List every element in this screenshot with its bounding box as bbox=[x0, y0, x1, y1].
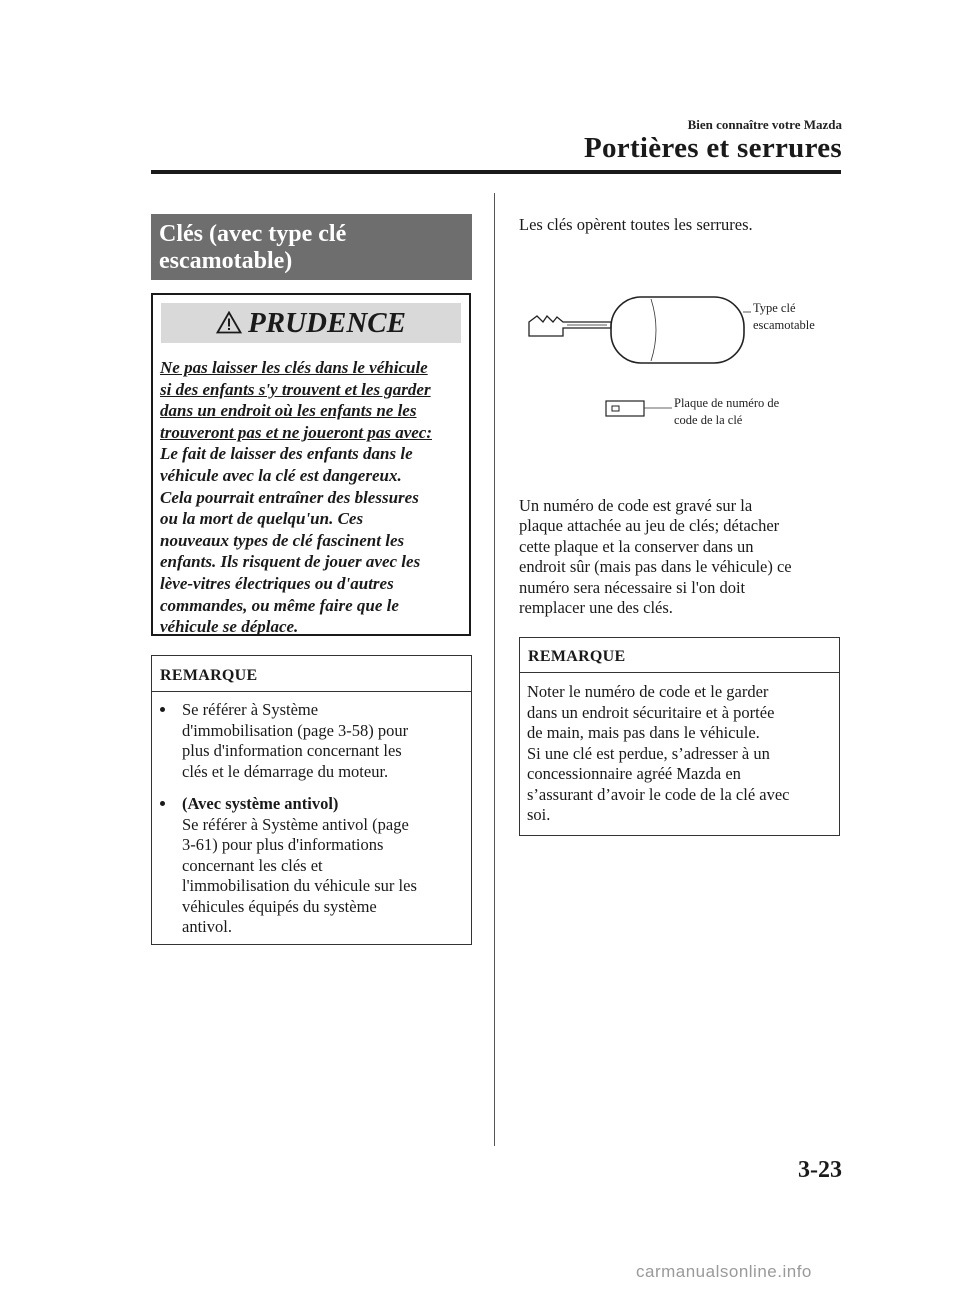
note-line: soi. bbox=[527, 805, 551, 824]
caution-heading bbox=[161, 303, 461, 343]
note-line: plus d'information concernant les bbox=[182, 741, 402, 760]
caution-line: ou la mort de quelqu'un. Ces bbox=[160, 509, 364, 529]
note-bullet bbox=[160, 794, 465, 938]
note-line: dans un endroit sécuritaire et à portée bbox=[527, 702, 775, 722]
column-divider bbox=[494, 193, 495, 1146]
note-line: clés et le démarrage du moteur. bbox=[182, 761, 389, 781]
note-line: de main, mais pas dans le véhicule. bbox=[527, 723, 760, 742]
caution-body bbox=[160, 357, 468, 638]
caution-line: dans un endroit où les enfants ne les bbox=[160, 401, 417, 421]
caution-line: véhicule se déplace. bbox=[160, 617, 299, 637]
watermark: carmanualsonline.info bbox=[636, 1262, 812, 1281]
note-box-right bbox=[519, 637, 840, 836]
caution-line: véhicule avec la clé est dangereux. bbox=[160, 465, 402, 485]
note-line: concernant les clés et bbox=[182, 855, 323, 875]
note-line: véhicules équipés du système bbox=[182, 896, 377, 916]
note-line: antivol. bbox=[182, 917, 232, 936]
code-paragraph bbox=[519, 496, 841, 618]
note-line: d'immobilisation (page 3-58) pour bbox=[182, 720, 409, 740]
paragraph-line: Un numéro de code est gravé sur la bbox=[519, 496, 753, 515]
paragraph-line: plaque attachée au jeu de clés; détacher bbox=[519, 516, 780, 536]
key-type-label-line: escamotable bbox=[753, 318, 815, 332]
note-heading-rule bbox=[152, 691, 471, 692]
key-type-label-line: Type clé bbox=[753, 301, 796, 315]
note-line: l'immobilisation du véhicule sur les bbox=[182, 876, 417, 895]
section-title-line-2: escamotable) bbox=[159, 248, 293, 274]
caution-line: trouveront pas et ne joueront pas avec: bbox=[160, 422, 432, 442]
note-line: concessionnaire agréé Mazda en bbox=[527, 764, 741, 783]
key-type-label bbox=[753, 300, 815, 334]
note-line: 3-61) pour plus d'informations bbox=[182, 835, 384, 854]
section-title bbox=[151, 214, 472, 280]
note-heading: REMARQUE bbox=[160, 667, 258, 684]
paragraph-line: remplacer une des clés. bbox=[519, 598, 673, 618]
bullet-dot-icon bbox=[160, 801, 165, 806]
caution-line: Ne pas laisser les clés dans le véhicule bbox=[160, 358, 428, 377]
note-line: Se référer à Système bbox=[182, 700, 319, 719]
paragraph-line: numéro sera nécessaire si l'on doit bbox=[519, 577, 746, 597]
paragraph-line: endroit sûr (mais pas dans le véhicule) ce bbox=[519, 557, 792, 577]
caution-box bbox=[151, 293, 471, 636]
key-illustration bbox=[519, 292, 841, 447]
caution-line: Cela pourrait entraîner des blessures bbox=[160, 487, 419, 507]
note-body bbox=[527, 682, 833, 826]
caution-line: enfants. Ils risquent de jouer avec les bbox=[160, 552, 421, 572]
note-bullet bbox=[160, 700, 465, 782]
note-bullet-title: (Avec système antivol) bbox=[182, 794, 339, 813]
note-heading: REMARQUE bbox=[528, 648, 626, 665]
page-number: 3-23 bbox=[798, 1157, 842, 1183]
caution-line: nouveaux types de clé fascinent les bbox=[160, 530, 405, 550]
bullet-dot-icon bbox=[160, 707, 165, 712]
warning-triangle-icon bbox=[216, 305, 242, 345]
note-box-left bbox=[151, 655, 472, 945]
note-heading-rule bbox=[520, 672, 839, 673]
note-line: Si une clé est perdue, s’adresser à un bbox=[527, 743, 770, 763]
caution-line: commandes, ou même faire que le bbox=[160, 595, 399, 615]
section-title-line-1: Clés (avec type clé bbox=[159, 221, 347, 247]
caution-heading-text: PRUDENCE bbox=[248, 307, 406, 339]
header-rule bbox=[151, 170, 841, 174]
code-plate-label-line: Plaque de numéro de bbox=[674, 396, 780, 410]
header-subtitle: Bien connaître votre Mazda bbox=[687, 117, 842, 132]
caution-line: Le fait de laisser des enfants dans le bbox=[160, 444, 413, 464]
code-plate-label-line: code de la clé bbox=[674, 413, 743, 427]
header-title: Portières et serrures bbox=[583, 132, 842, 164]
note-line: Noter le numéro de code et le garder bbox=[527, 682, 769, 701]
note-line: s’assurant d’avoir le code de la clé avec bbox=[527, 784, 790, 804]
note-line: Se référer à Système antivol (page bbox=[182, 814, 409, 834]
paragraph-line: cette plaque et la conserver dans un bbox=[519, 536, 754, 556]
caution-line: lève-vitres électriques ou d'autres bbox=[160, 573, 394, 593]
intro-text: Les clés opèrent toutes les serrures. bbox=[519, 215, 753, 234]
code-plate-label bbox=[674, 395, 779, 429]
caution-line: si des enfants s'y trouvent et les garder bbox=[160, 379, 431, 399]
